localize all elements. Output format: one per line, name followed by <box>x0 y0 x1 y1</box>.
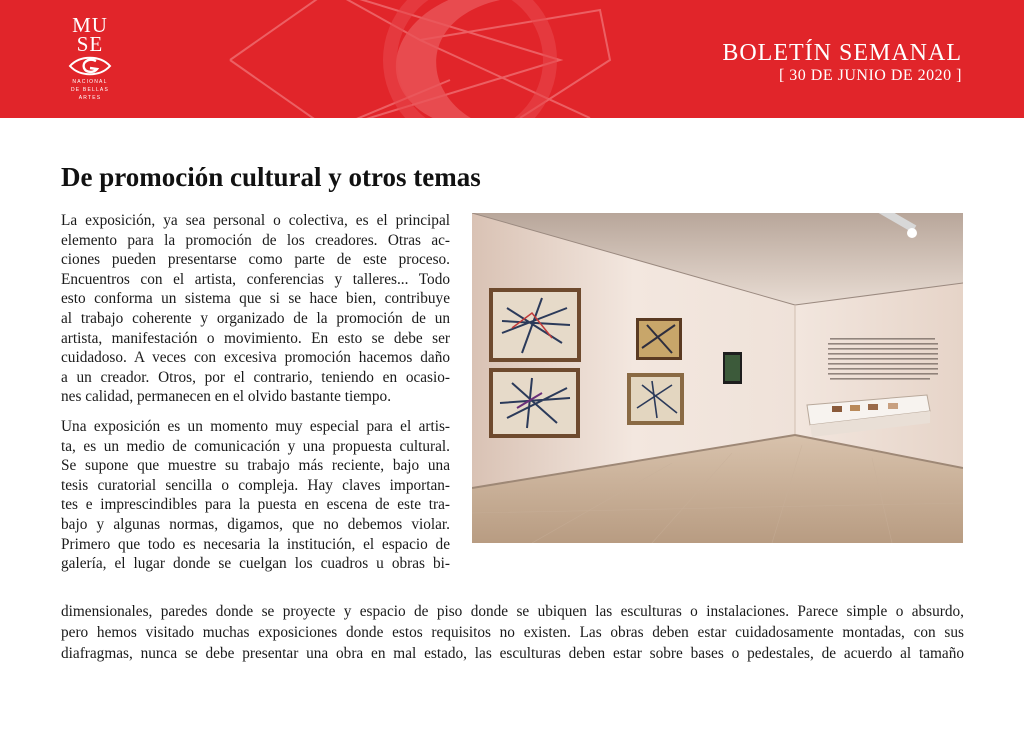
bulletin-title: BOLETÍN SEMANAL <box>722 40 962 66</box>
header-banner <box>0 0 1024 118</box>
text-line: nes calidad, permanecen en el olvido bastante tiempo. <box>61 388 392 406</box>
text-line: bajo y algunas normas, digamos, que no debemos violar. <box>61 515 450 533</box>
paragraph-1 <box>61 211 450 407</box>
text-line: ta, es un medio de comunicación y una propuesta cultural. <box>61 437 450 455</box>
paragraph-2 <box>61 417 450 574</box>
text-line: dimensionales, paredes donde se proyecte y espacio de piso donde se ubiquen las esculturas o instalaciones. Parece simple o absurdo, <box>61 603 964 620</box>
text-line: ciones pueden presentarse como parte de este proceso. <box>61 251 450 269</box>
text-line: pero hemos visitado muchas exposiciones donde estos requisitos no existen. Las obras deben estar cuidadosamente montadas, con sus <box>61 624 964 641</box>
article-body-fullwidth <box>61 601 964 664</box>
text-line: Encuentros con el artista, conferencias y talleres... Todo <box>61 270 450 288</box>
artwork-frame <box>489 288 581 362</box>
text-line: al trabajo coherente y organizado de la promoción de un <box>61 309 450 327</box>
logo-subtitle-2: DE BELLAS <box>70 87 110 93</box>
text-line: esto conforma un sistema que si se hace bien, contribuye <box>61 290 450 308</box>
text-line: cuidadoso. A veces con excesiva promoción hacemos daño <box>61 349 450 367</box>
gallery-photo <box>472 213 963 543</box>
logo-text-line1: MU <box>72 13 108 37</box>
text-line: La exposición, ya sea personal o colectiva, es el principal <box>61 212 450 229</box>
article-body-column <box>61 211 450 584</box>
text-line: Una exposición es un momento muy especial para el artis- <box>61 417 450 435</box>
text-line: diafragmas, nunca se debe presentar una obra en mal estado, las esculturas deben estar sobre bases o pedestales, de acuerdo al tamaño <box>61 645 964 662</box>
text-line: Se supone que muestre su trabajo más reciente, bajo una <box>61 457 450 475</box>
logo-subtitle-3: ARTES <box>78 95 102 101</box>
text-line: tesis curatorial sencilla o compleja. Hay claves importan- <box>61 476 450 494</box>
text-line: artista, manifestación o movimiento. En esto se debe ser <box>61 329 450 347</box>
museum-logo[interactable] <box>62 13 118 101</box>
bulletin-date: [ 30 DE JUNIO DE 2020 ] <box>778 67 962 84</box>
text-line: elemento para la promoción de los creadores. Otras ac- <box>61 231 450 249</box>
artwork-frame <box>636 318 682 360</box>
text-line: galería, el lugar donde se cuelgan los cuadros u obras bi- <box>61 555 450 573</box>
artwork-frame <box>723 352 742 384</box>
text-line: a un creador. Otros, por el contrario, teniendo en ocasio- <box>61 368 450 386</box>
logo-subtitle-1: NACIONAL <box>72 79 108 85</box>
eye-logo-icon <box>68 55 112 77</box>
wall-text-block <box>828 338 938 380</box>
text-line: Primero que todo es necesaria la institución, el espacio de <box>61 535 450 553</box>
article-title: De promoción cultural y otros temas <box>61 162 481 192</box>
artwork-frame <box>489 368 580 438</box>
logo-text-line2: SE <box>76 32 104 56</box>
gallery-room-illustration <box>472 213 963 543</box>
artwork-frame <box>627 373 684 425</box>
text-line: tes e imprescindibles para la puesta en escena de este tra- <box>61 496 450 514</box>
